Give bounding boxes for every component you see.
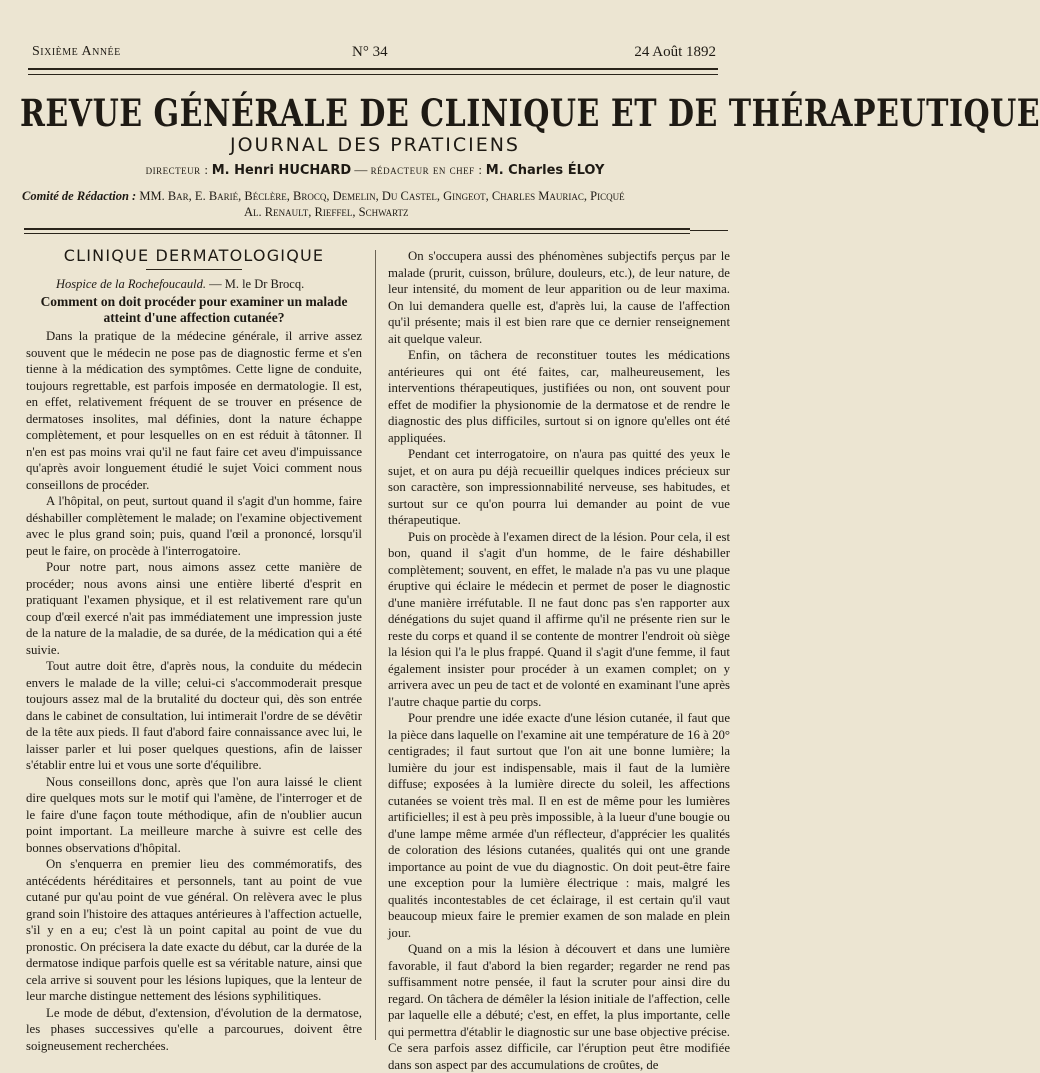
paragraph: A l'hôpital, on peut, surtout quand il s'agit d'un homme, faire déshabiller complètement le malade; on l'examine objectivement avec le plus grand soin; puis, quand l'œil a prononcé, lorsqu'il peut le faire, on procède à l'interrogatoire. (26, 494, 362, 558)
left-column (26, 248, 362, 1054)
committee-line-1 (22, 188, 728, 204)
committee-label: Comité de Rédaction : (22, 189, 137, 203)
committee-members-1: MM. Bar, E. Barié, Béclère, Brocq, Demelin, Du Castel, Gingeot, Charles Mauriac, Picqué (139, 189, 625, 203)
section-title: CLINIQUE DERMATOLOGIQUE (63, 246, 325, 265)
paragraph: Le mode de début, d'extension, d'évolution de la dermatose, les phases successives qu'elle a parcourues, doivent être soigneusement recherchées. (26, 1005, 362, 1053)
directors-line (20, 162, 730, 178)
section-title-rule (146, 269, 242, 270)
paragraph: On s'enquerra en premier lieu des commémoratifs, des antécédents héréditaires et personnels, tant au point de vue cutané pur qu'au point de vue général. On relèvera avec le plus grand soin l'histoire des attaques antérieures à l'affection actuelle, s'il y en a eu; c'est là un point capital au point de vue du pronostic. On précisera la date exacte du début, car la durée de la dermatose indique parfois quelle est sa véritable nature, ainsi que cela arrive si souvent pour les lésions lupiques, que la lenteur de leur marche distingue nettement des lésions syphilitiques. (26, 857, 362, 1003)
paragraph: Pour prendre une idée exacte d'une lésion cutanée, il faut que la pièce dans laquelle on l'examine ait une température de 16 à 20° centigrades; il faut surtout que l'on ait une bonne lumière; la lumière du jour est indispensable, mais il faut de la lumière diffuse; exposées à la lumière directe du soleil, les affections cutanées se voient très mal. Il en est de même pour les lumières artificielles; il est à peu près impossible, à la lueur d'une bougie ou d'une lampe même armée d'un réflecteur, d'apprécier les qualités de coloration des lésions cutanées, qualités qui ont une grande importance au point de vue du diagnostic. On doit peut-être faire une exception pour la lumière électrique : mais, malgré les qualités incontestables de cet éclairage, il est certain qu'il vaut beaucoup mieux faire le premier examen de son malade en plein jour. (388, 711, 730, 940)
journal-title: REVUE GÉNÉRALE DE CLINIQUE ET DE THÉRAPEUTIQUE (20, 92, 1040, 136)
paragraph: Enfin, on tâchera de reconstituer toutes les médications antérieures qui ont été faites, car, malheureusement, les interventions thérapeutiques, justifiées ou non, ont souvent pour effet de modifier la physionomie de la dermatose et de rendre le diagnostic des plus difficiles, surtout si on ignore qu'elles ont été appliquées. (388, 348, 730, 445)
director-name: M. Henri HUCHARD (211, 163, 352, 178)
byline-place: Hospice de la Rochefoucauld. (56, 276, 206, 291)
issue-date: 24 Août 1892 (634, 44, 716, 60)
paragraph: Dans la pratique de la médecine générale, il arrive assez souvent que le médecin ne pose pas de diagnostic ferme et s'en tienne à la médication des symptômes. Cette ligne de conduite, toujours regrettable, est parfois imposée en dermatologie. Il est, en effet, relativement fréquent de se trouver en présence de dermatoses insolites, mal définies, dont la nature échappe complètement, et pour lesquelles on en est réduit à tâtonner. Il n'en est pas moins vrai qu'il ne faut faire cet aveu d'impuissance qu'après avoir longuement étudié le sujet Voici comment nous conseillons de procéder. (26, 329, 362, 492)
byline-author: — M. le Dr Brocq. (209, 276, 305, 291)
left-column-body (26, 328, 362, 1054)
article-headline: Comment on doit procéder pour examiner un malade atteint d'une affection cutanée? (40, 294, 348, 325)
paragraph: Pendant cet interrogatoire, on n'aura pas quitté des yeux le sujet, et on aura pu déjà recueillir quelques indices précieux sur son caractère, son impressionnabilité nerveuse, ses habitudes, et surtout sur ce qu'on pourra lui demander au point de vue thérapeutique. (388, 447, 730, 527)
editorial-committee (22, 188, 728, 220)
committee-members-2: Al. Renault, Rieffel, Schwartz (244, 205, 409, 219)
masthead-rule (24, 228, 690, 234)
right-column (388, 248, 730, 1073)
journal-subtitle: JOURNAL DES PRATICIENS (229, 134, 520, 156)
masthead-rule-tail (690, 230, 728, 231)
paragraph: Nous conseillons donc, après que l'on aura laissé le client dire quelques mots sur le motif qui l'amène, de l'interroger et de le faire d'une façon toute méthodique, afin de n'oublier aucun point important. La meilleure marche à suivre est celle des bonnes observations d'hôpital. (26, 774, 362, 855)
editor-label: rédacteur en chef : (370, 162, 483, 177)
paragraph: Puis on procède à l'examen direct de la lésion. Pour cela, il est bon, quand il s'agit d'un homme, de le faire déshabiller complètement; souvent, en effet, le malade n'a pas vu une plaque éruptive qui éclaire le médecin et permet de poser le diagnostic d'une manière irréfutable. Il ne faut donc pas s'en rapporter aux dénégations du sujet quand il affirme qu'il ne présente rien sur le reste du corps et quand il se contente de montrer l'endroit où siège la lésion qui l'a le plus frappé. Quand il s'agit d'une femme, il faut également insister pour procéder à un examen complet; on y arrivera avec un peu de tact et de volonté en examinant l'une après l'autre chaque partie du corps. (388, 529, 730, 709)
right-column-body (388, 248, 730, 1073)
paragraph: On s'occupera aussi des phénomènes subjectifs perçus par le malade (prurit, cuisson, brûlure, douleurs, etc.), de leur nature, de leur intensité, du moment de leur apparition ou de leur maxima. On lui demandera quelle est, d'après lui, la cause de l'affection qu'il présente; mais il est bien rare que ce dernier renseignement ait quelque valeur. (388, 249, 730, 346)
column-separator (375, 250, 376, 1040)
article-byline (26, 276, 362, 293)
issue-line (32, 44, 716, 64)
issue-number: N° 34 (352, 44, 388, 60)
directors-separator: — (354, 162, 368, 177)
year-label: Sixième Année (32, 44, 121, 59)
paragraph: Quand on a mis la lésion à découvert et dans une lumière favorable, il faut d'abord la bien regarder; regarder ne rend pas suffisamment notre pensée, il faut la scruter pour ainsi dire du regard. On tâchera de démêler la lésion initiale de l'affection, celle par laquelle elle a débuté; c'est, en effet, la plus importante, celle qui permettra d'établir le diagnostic sur une base objective précise. Ce sera parfois assez difficile, car l'éruption peut être modifiée dans son aspect par des accumulations de croûtes, de (388, 942, 730, 1072)
paragraph: Pour notre part, nous aimons assez cette manière de procéder; nous avons ainsi une entière liberté d'esprit en pratiquant l'examen physique, et il est relativement rare qu'un coup d'œil exercé n'ait pas immédiatement une impression juste de la nature de la maladie, de sa durée, de la médication qui a été suivie. (26, 560, 362, 657)
header-rule (28, 68, 718, 75)
director-label: directeur : (145, 162, 209, 177)
editor-name: M. Charles ÉLOY (485, 163, 605, 178)
paragraph: Tout autre doit être, d'après nous, la conduite du médecin envers le malade de la ville; celui-ci s'accommoderait presque toujours assez mal de la brutalité du docteur qui, dès son entrée dans le cabinet de consultation, lui intimerait l'ordre de se dévêtir de la tête aux pieds. Il faut d'abord faire connaissance avec lui, le laisser parler et lui poser quelques questions, afin de laisser s'établir entre lui et vous une sorte d'équilibre. (26, 659, 362, 772)
